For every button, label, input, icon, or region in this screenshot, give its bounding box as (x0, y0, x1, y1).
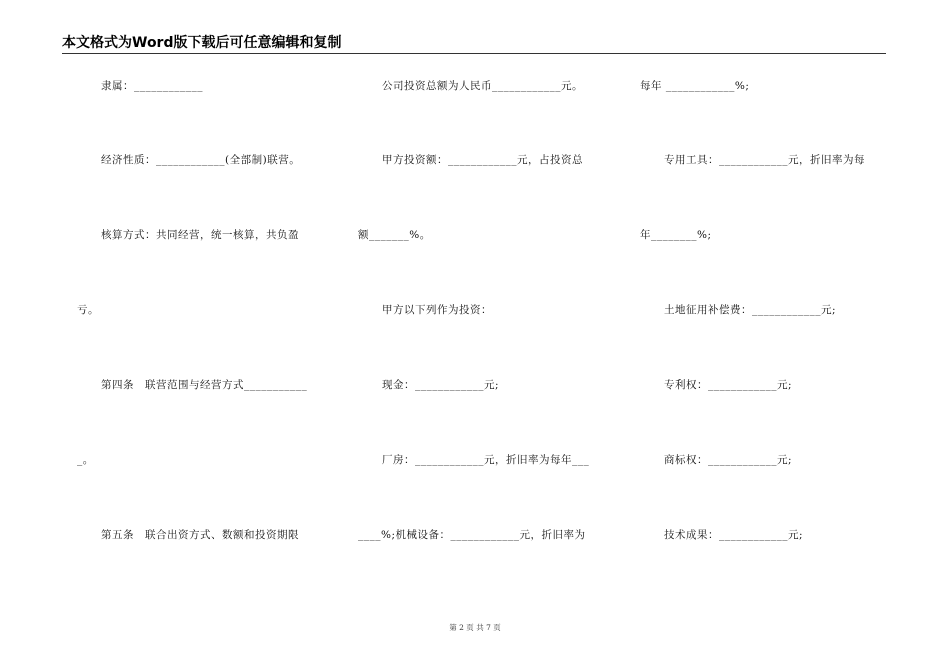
middle-line-6: 厂房：____________元，折旧率为每年___ (382, 454, 590, 466)
left-line-3: 核算方式：共同经营，统一核算，共负盈 (101, 229, 299, 241)
left-line-5: 第四条 联营范围与经营方式___________ (101, 379, 308, 391)
right-line-3: 年________%; (640, 229, 712, 241)
header-divider (62, 53, 886, 54)
middle-line-1: 公司投资总额为人民币____________元。 (382, 80, 583, 92)
right-line-2: 专用工具：____________元，折旧率为每 (664, 154, 865, 166)
left-line-7: 第五条 联合出资方式、数额和投资期限 (101, 529, 299, 541)
right-line-7: 技术成果：____________元; (664, 529, 804, 541)
document-header-title: 本文格式为Word版下载后可任意编辑和复制 (62, 35, 342, 51)
left-line-6: _。 (77, 454, 94, 466)
right-line-6: 商标权：____________元; (664, 454, 793, 466)
middle-line-4: 甲方以下列作为投资： (382, 304, 492, 316)
right-line-5: 专利权：____________元; (664, 379, 793, 391)
left-line-2: 经济性质：____________(全部制)联营。 (101, 154, 301, 166)
right-line-1: 每年 ____________%; (640, 80, 750, 92)
left-line-1: 隶属：____________ (101, 80, 203, 92)
middle-line-2: 甲方投资额：____________元，占投资总 (382, 154, 583, 166)
middle-line-7: ____%;机械设备：____________元，折旧率为 (358, 529, 586, 541)
right-line-4: 土地征用补偿费：____________元; (664, 304, 837, 316)
left-line-4: 亏。 (77, 304, 99, 316)
middle-line-5: 现金：____________元; (382, 379, 500, 391)
page-number: 第 2 页 共 7 页 (449, 623, 501, 632)
middle-line-3: 额_______%。 (358, 229, 431, 241)
